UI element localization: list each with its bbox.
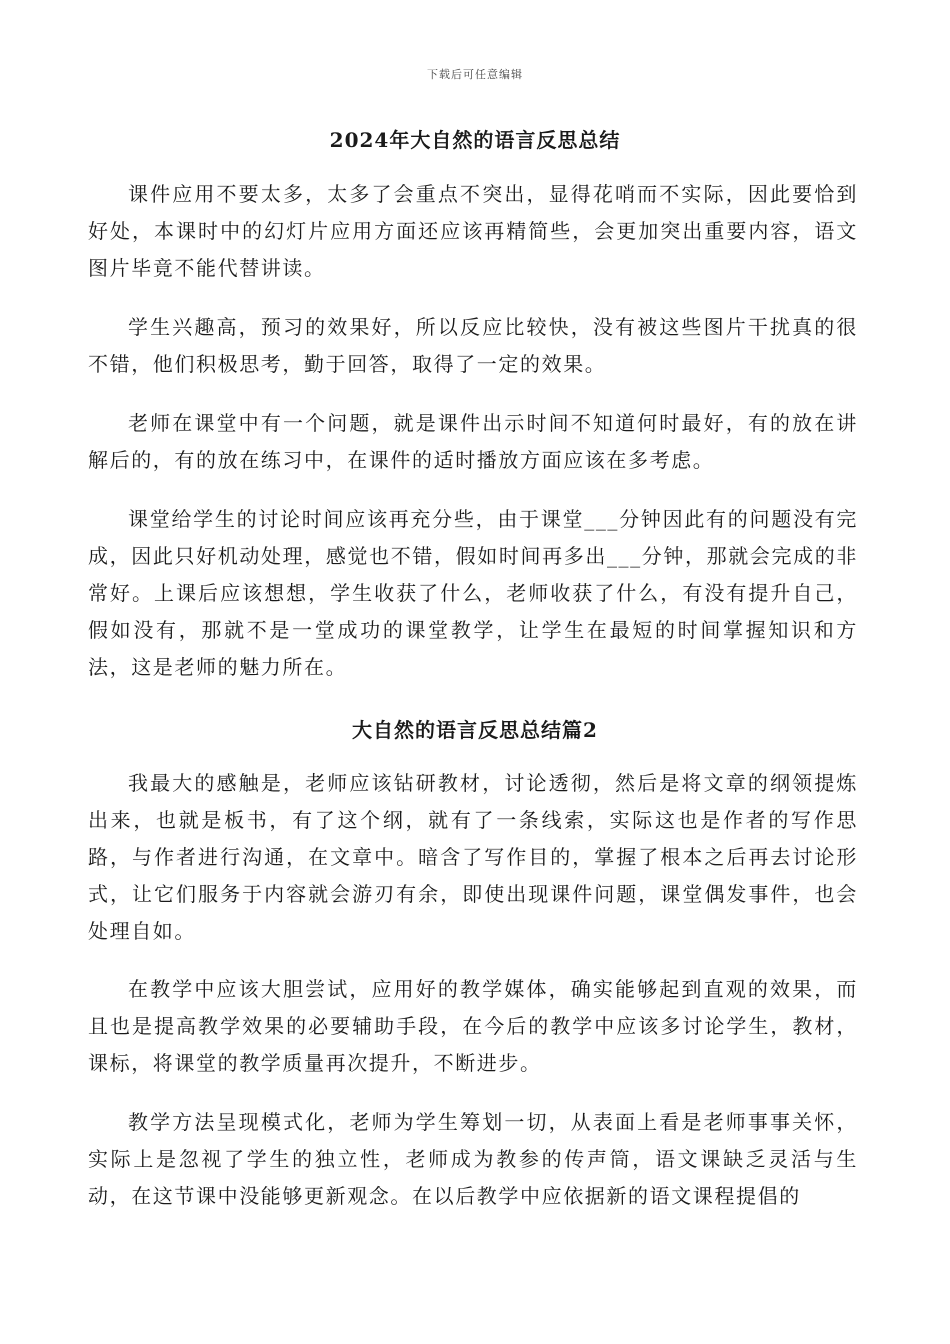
paragraph: 课件应用不要太多，太多了会重点不突出，显得花哨而不实际，因此要恰到好处，本课时中的幻灯片应用方面还应该再精简些，会更加突出重要内容，语文图片毕竟不能代替讲读。 bbox=[88, 182, 858, 280]
paragraph: 老师在课堂中有一个问题，就是课件出示时间不知道何时最好，有的放在讲解后的，有的放在练习中，在课件的适时播放方面应该在多考虑。 bbox=[88, 411, 858, 472]
document-title: 2024年大自然的语言反思总结 bbox=[329, 128, 621, 152]
paragraph: 教学方法呈现模式化，老师为学生筹划一切，从表面上看是老师事事关怀，实际上是忽视了学生的独立性，老师成为教参的传声筒，语文课缺乏灵活与生动，在这节课中没能够更新观念。在以后教学中应依据新的语文课程提倡的 bbox=[88, 1110, 858, 1208]
paragraph: 课堂给学生的讨论时间应该再充分些，由于课堂___分钟因此有的问题没有完成，因此只好机动处理，感觉也不错，假如时间再多出___分钟，那就会完成的非常好。上课后应该想想，学生收获了什么，老师收获了什么，有没有提升自己，假如没有，那就不是一堂成功的课堂教学，让学生在最短的时间掌握知识和方法，这是老师的魅力所在。 bbox=[88, 507, 858, 679]
header-note: 下载后可任意编辑 bbox=[427, 68, 523, 81]
paragraph: 我最大的感触是，老师应该钻研教材，讨论透彻，然后是将文章的纲领提炼出来，也就是板书，有了这个纲，就有了一条线索，实际这也是作者的写作思路，与作者进行沟通，在文章中。暗含了写作目的，掌握了根本之后再去讨论形式，让它们服务于内容就会游刃有余，即使出现课件问题，课堂偶发事件，也会处理自如。 bbox=[88, 771, 858, 943]
section-title: 大自然的语言反思总结篇2 bbox=[352, 718, 598, 742]
paragraph: 在教学中应该大胆尝试，应用好的教学媒体，确实能够起到直观的效果，而且也是提高教学效果的必要辅助手段，在今后的教学中应该多讨论学生，教材，课标，将课堂的教学质量再次提升，不断进步。 bbox=[88, 977, 858, 1075]
paragraph: 学生兴趣高，预习的效果好，所以反应比较快，没有被这些图片干扰真的很不错，他们积极思考，勤于回答，取得了一定的效果。 bbox=[88, 315, 858, 376]
